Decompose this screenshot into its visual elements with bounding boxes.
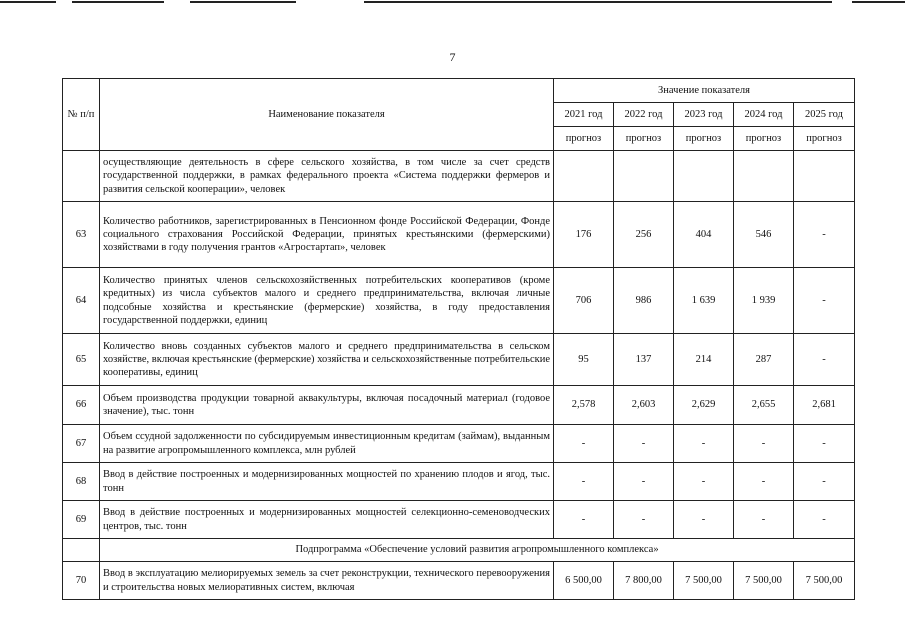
row-value: 137 <box>614 334 674 386</box>
table-row <box>63 386 855 425</box>
row-value: 95 <box>554 334 614 386</box>
table-row <box>63 268 855 334</box>
row-name: Ввод в эксплуатацию мелиорируемых земель за счет реконструкции, технического перевооружения и строительства новых мелиоративных систем, включая <box>100 562 554 600</box>
row-value: 176 <box>554 202 614 268</box>
row-name: Количество вновь созданных субъектов малого и среднего предпринимательства в сельском хозяйстве, включая крестьянские (фермерские) хозяйства и сельскохозяйственные потребительские кооперативы, единиц <box>100 334 554 386</box>
scan-top-rule-3 <box>190 1 296 3</box>
header-forecast: прогноз <box>614 127 674 151</box>
header-name: Наименование показателя <box>100 79 554 151</box>
row-value: 7 500,00 <box>674 562 734 600</box>
table-row <box>63 501 855 539</box>
row-num: 66 <box>63 386 100 425</box>
row-value: 2,655 <box>734 386 794 425</box>
row-value: - <box>674 463 734 501</box>
row-value <box>794 151 855 202</box>
row-name: осуществляющие деятельность в сфере сельского хозяйства, в том числе за счет средств государственной поддержки, в рамках федерального проекта «Система поддержки фермеров и развития сельской кооперации», человек <box>100 151 554 202</box>
row-value: - <box>614 425 674 463</box>
row-value: 287 <box>734 334 794 386</box>
header-forecast: прогноз <box>674 127 734 151</box>
table-row <box>63 463 855 501</box>
row-value: 2,681 <box>794 386 855 425</box>
row-value: - <box>674 501 734 539</box>
row-name: Количество принятых членов сельскохозяйственных потребительских кооперативов (кроме кредитных) из числа субъектов малого и среднего предпринимательства, включая личные подсобные хозяйства и крестьянские (фермерские) хозяйства, в году предоставления государственной поддержки, единиц <box>100 268 554 334</box>
section-title: Подпрограмма «Обеспечение условий развития агропромышленного комплекса» <box>100 539 855 562</box>
table-row <box>63 151 855 202</box>
header-year: 2021 год <box>554 103 614 127</box>
scan-top-rule-1 <box>0 1 56 3</box>
row-value: - <box>794 202 855 268</box>
header-value-group: Значение показателя <box>554 79 855 103</box>
row-value: - <box>734 463 794 501</box>
row-value: - <box>674 425 734 463</box>
row-value: - <box>794 425 855 463</box>
row-value: - <box>794 501 855 539</box>
header-forecast: прогноз <box>794 127 855 151</box>
section-row <box>63 539 855 562</box>
row-value <box>554 151 614 202</box>
row-value: 6 500,00 <box>554 562 614 600</box>
row-value: - <box>794 334 855 386</box>
row-num: 63 <box>63 202 100 268</box>
scan-top-rule-5 <box>852 1 905 3</box>
row-num: 69 <box>63 501 100 539</box>
row-value <box>674 151 734 202</box>
scan-top-rule-2 <box>72 1 164 3</box>
table-row <box>63 425 855 463</box>
row-value: 706 <box>554 268 614 334</box>
row-name: Количество работников, зарегистрированных в Пенсионном фонде Российской Федерации, Фонде социального страхования Российской Федерации, принятых крестьянскими (фермерскими) хозяйствами в году получения грантов «Агростартап», человек <box>100 202 554 268</box>
row-value: 7 800,00 <box>614 562 674 600</box>
table-row <box>63 202 855 268</box>
row-name: Ввод в действие построенных и модернизированных мощностей селекционно-семеноводческих центров, тыс. тонн <box>100 501 554 539</box>
scan-top-rule-4 <box>364 1 832 3</box>
row-value: - <box>554 463 614 501</box>
header-num: № п/п <box>63 79 100 151</box>
header-forecast: прогноз <box>734 127 794 151</box>
indicator-table <box>62 78 855 600</box>
page-number: 7 <box>449 50 456 64</box>
header-forecast: прогноз <box>554 127 614 151</box>
row-value: 7 500,00 <box>794 562 855 600</box>
row-value: 256 <box>614 202 674 268</box>
row-value: 1 639 <box>674 268 734 334</box>
row-value: - <box>794 463 855 501</box>
row-value: - <box>794 268 855 334</box>
row-value: - <box>554 425 614 463</box>
header-year: 2023 год <box>674 103 734 127</box>
table-row <box>63 562 855 600</box>
row-num: 70 <box>63 562 100 600</box>
row-value: 7 500,00 <box>734 562 794 600</box>
row-num: 64 <box>63 268 100 334</box>
header-year: 2022 год <box>614 103 674 127</box>
row-value: 986 <box>614 268 674 334</box>
row-value: 2,578 <box>554 386 614 425</box>
row-num: 67 <box>63 425 100 463</box>
row-name: Объем производства продукции товарной аквакультуры, включая посадочный материал (годовое значение), тыс. тонн <box>100 386 554 425</box>
row-value: 546 <box>734 202 794 268</box>
row-value: - <box>734 501 794 539</box>
row-value: 404 <box>674 202 734 268</box>
row-value: - <box>554 501 614 539</box>
row-value: 2,629 <box>674 386 734 425</box>
table-row <box>63 334 855 386</box>
row-value: 214 <box>674 334 734 386</box>
row-value: - <box>614 501 674 539</box>
row-value: 1 939 <box>734 268 794 334</box>
row-value <box>614 151 674 202</box>
section-num-cell <box>63 539 100 562</box>
row-num <box>63 151 100 202</box>
row-value: - <box>734 425 794 463</box>
row-num: 68 <box>63 463 100 501</box>
row-name: Объем ссудной задолженности по субсидируемым инвестиционным кредитам (займам), выданным на развитие агропромышленного комплекса, млн рублей <box>100 425 554 463</box>
row-name: Ввод в действие построенных и модернизированных мощностей по хранению плодов и ягод, тыс. тонн <box>100 463 554 501</box>
row-num: 65 <box>63 334 100 386</box>
header-year: 2024 год <box>734 103 794 127</box>
row-value: 2,603 <box>614 386 674 425</box>
row-value: - <box>614 463 674 501</box>
row-value <box>734 151 794 202</box>
header-year: 2025 год <box>794 103 855 127</box>
